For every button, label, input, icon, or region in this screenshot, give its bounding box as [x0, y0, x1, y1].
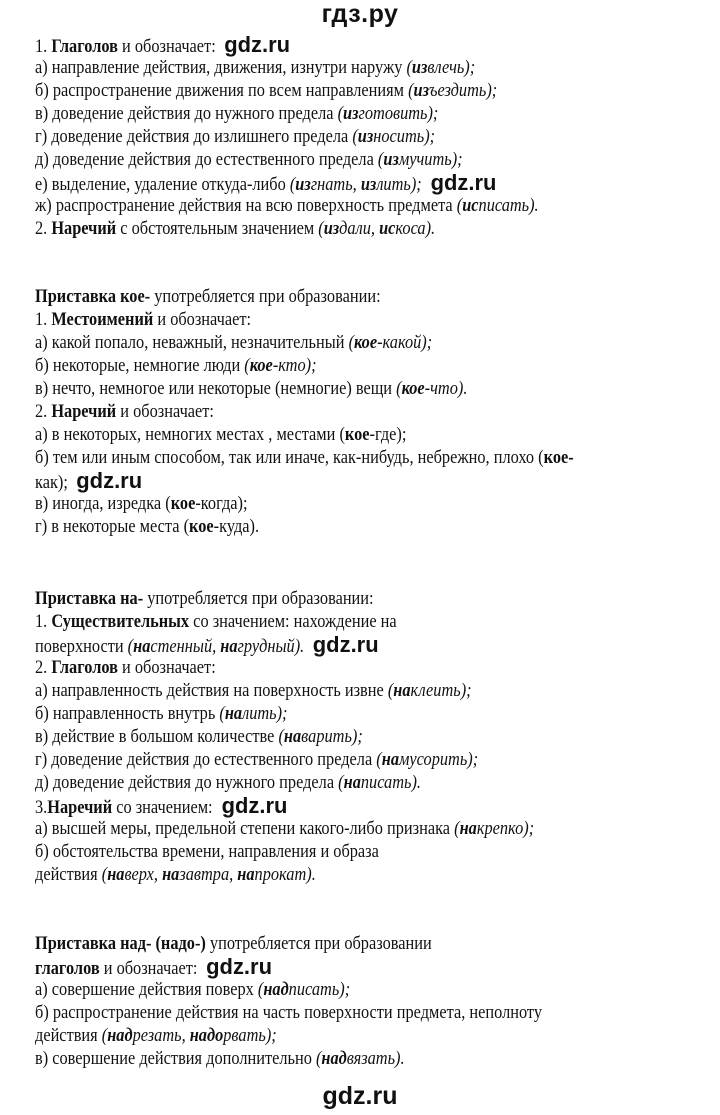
- koe-pronouns-heading: 1. Местоимений и обозначает:: [35, 309, 252, 330]
- footer-watermark: gdz.ru: [322, 1082, 398, 1110]
- koe-item-v2: в) иногда, изредка (кое-когда);: [35, 493, 248, 514]
- na-adverbs-heading: 3.Наречий со значением: gdz.ru: [35, 793, 288, 818]
- na-section-title: Приставка на- употребляется при образовании:: [35, 588, 374, 609]
- inline-watermark: gdz.ru: [430, 170, 497, 195]
- nad-item-v: в) совершение действия дополнительно (надвязать).: [35, 1048, 405, 1069]
- koe-section-title: Приставка кое- употребляется при образовании:: [35, 286, 381, 307]
- nad-section-title: Приставка над- (надо-) употребляется при образовании: [35, 933, 432, 954]
- na-item-b3-cont: действия (наверх, назавтра, напрокат).: [35, 864, 316, 885]
- koe-item-a2: а) в некоторых, немногих местах , местами (кое-где);: [35, 424, 407, 445]
- iz-item-g: г) доведение действия до излишнего предела (износить);: [35, 126, 436, 147]
- koe-item-b2-cont: как); gdz.ru: [35, 468, 143, 493]
- na-nouns-heading: 1. Существительных со значением: нахождение на: [35, 611, 397, 632]
- inline-watermark: gdz.ru: [76, 468, 143, 493]
- na-item-v: в) действие в большом количестве (наварить);: [35, 726, 363, 747]
- iz-item-v: в) доведение действия до нужного предела (изготовить);: [35, 103, 439, 124]
- iz-item-zh: ж) распространение действия на всю поверхность предмета (исписать).: [35, 195, 539, 216]
- iz-item-d: д) доведение действия до естественного предела (измучить);: [35, 149, 463, 170]
- koe-item-b2: б) тем или иным способом, так или иначе, как-нибудь, небрежно, плохо (кое-: [35, 447, 574, 468]
- inline-watermark: gdz.ru: [206, 954, 272, 979]
- inline-watermark: gdz.ru: [221, 793, 288, 818]
- na-verbs-heading: 2. Глаголов и обозначает:: [35, 657, 216, 678]
- na-item-d: д) доведение действия до нужного предела (написать).: [35, 772, 421, 793]
- koe-item-b: б) некоторые, немногие люди (кое-кто);: [35, 355, 317, 376]
- koe-item-g2: г) в некоторые места (кое-куда).: [35, 516, 260, 537]
- na-item-b: б) направленность внутрь (налить);: [35, 703, 288, 724]
- iz-item-e: е) выделение, удаление откуда-либо (изгнать, излить); gdz.ru: [35, 170, 497, 195]
- na-item-b3: б) обстоятельства времени, направления и образа: [35, 841, 379, 862]
- header-watermark: гдз.ру: [321, 0, 399, 28]
- inline-watermark: gdz.ru: [224, 32, 291, 57]
- nad-item-b-cont: действия (надрезать, надорвать);: [35, 1025, 277, 1046]
- iz-item-a: а) направление действия, движения, изнутри наружу (извлечь);: [35, 57, 476, 78]
- iz-adverbs-heading: 2. Наречий с обстоятельным значением (издали, искоса).: [35, 218, 436, 239]
- iz-verbs-heading: 1. Глаголов и обозначает: gdz.ru: [35, 32, 291, 57]
- na-item-a3: а) высшей меры, предельной степени какого-либо признака (накрепко);: [35, 818, 535, 839]
- koe-item-a: а) какой попало, неважный, незначительный (кое-какой);: [35, 332, 433, 353]
- na-nouns-cont: поверхности (настенный, нагрудный). gdz.ru: [35, 632, 379, 657]
- inline-watermark: gdz.ru: [312, 632, 379, 657]
- koe-item-v: в) нечто, немногое или некоторые (немногие) вещи (кое-что).: [35, 378, 468, 399]
- iz-item-b: б) распространение движения по всем направлениям (изъездить);: [35, 80, 498, 101]
- nad-item-a: а) совершение действия поверх (надписать);: [35, 979, 351, 1000]
- na-item-g: г) доведение действия до естественного предела (намусорить);: [35, 749, 479, 770]
- koe-adverbs-heading: 2. Наречий и обозначает:: [35, 401, 214, 422]
- nad-item-b: б) распространение действия на часть поверхности предмета, неполноту: [35, 1002, 543, 1023]
- nad-verbs-heading: глаголов и обозначает: gdz.ru: [35, 954, 272, 979]
- na-item-a: а) направленность действия на поверхность извне (наклеить);: [35, 680, 472, 701]
